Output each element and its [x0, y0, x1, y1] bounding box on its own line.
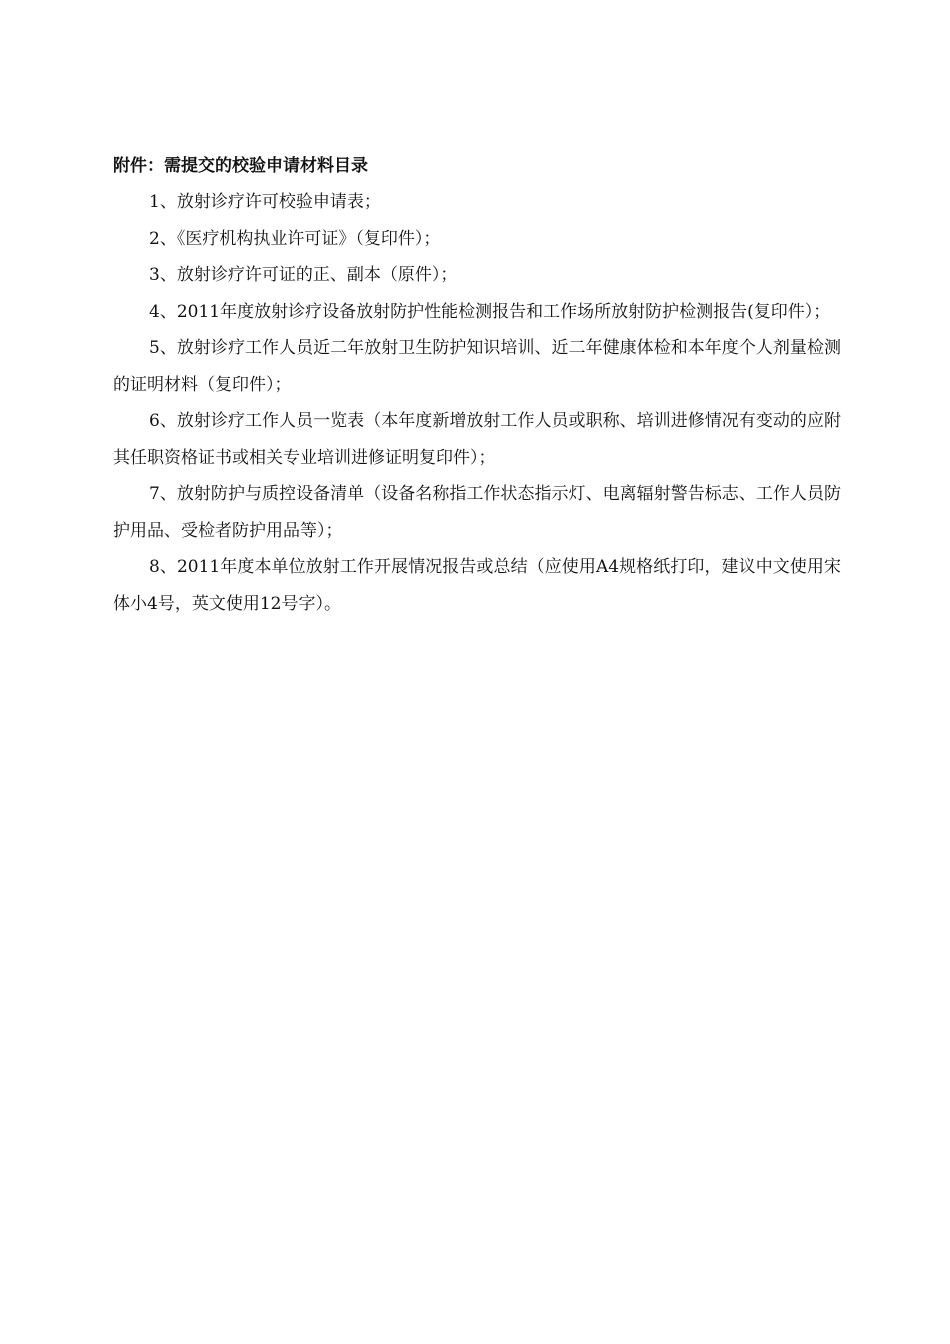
list-item-2: 2、《医疗机构执业许可证》（复印件）； [149, 228, 441, 249]
list-item-3: 3、放射诊疗许可证的正、副本（原件）； [149, 265, 458, 285]
list-item-7: 7、放射防护与质控设备清单（设备名称指工作状态指示灯、电离辐射警告标志、工作人员防护用品、受检者防护用品等）； [113, 484, 841, 541]
attachment-heading: 附件：需提交的校验申请材料目录 [113, 156, 368, 176]
list-item-5: 5、放射诊疗工作人员近二年放射卫生防护知识培训、近二年健康体检和本年度个人剂量检测的证明材料（复印件）； [113, 338, 841, 395]
list-item-6: 6、放射诊疗工作人员一览表（本年度新增放射工作人员或职称、培训进修情况有变动的应附其任职资格证书或相关专业培训进修证明复印件）； [113, 411, 841, 468]
list-item-8: 8、2011年度本单位放射工作开展情况报告或总结（应使用A4规格纸打印，建议中文使用宋体小4号，英文使用12号字）。 [113, 557, 841, 614]
list-item-1: 1、放射诊疗许可校验申请表； [149, 192, 381, 212]
document-body [113, 148, 841, 622]
list-item-4: 4、2011年度放射诊疗设备放射防护性能检测报告和工作场所放射防护检测报告(复印件）； [149, 301, 831, 322]
